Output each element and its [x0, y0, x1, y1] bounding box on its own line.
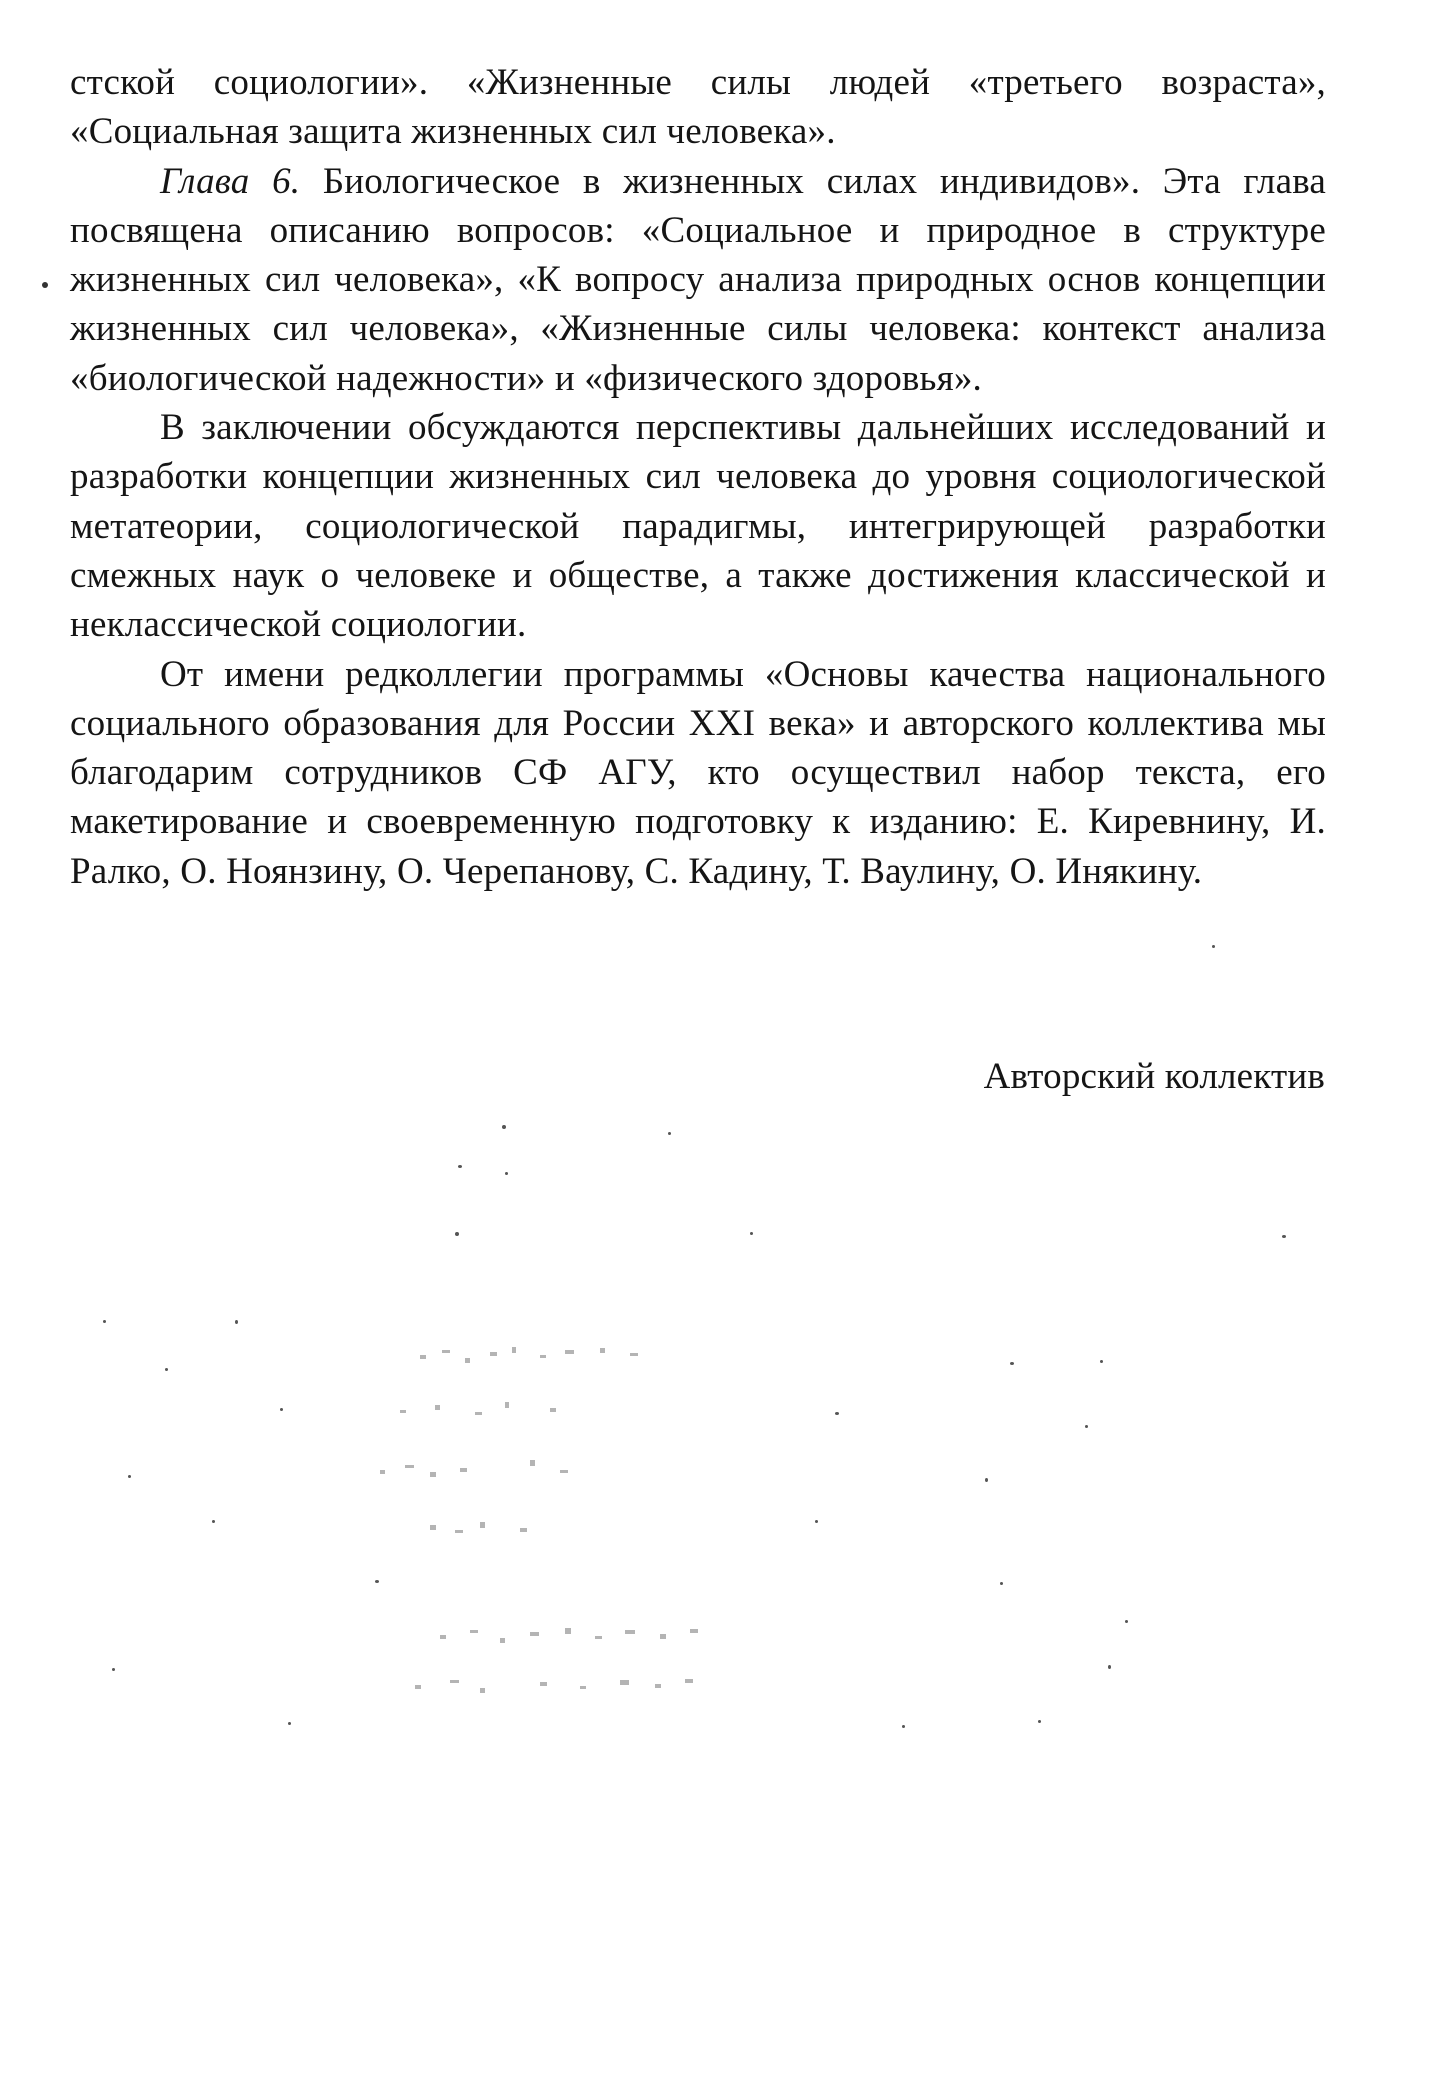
paragraph-chapter-6: [70, 157, 1326, 403]
scan-speck: [280, 1408, 283, 1411]
scan-speck: [1100, 1360, 1103, 1363]
paragraph-1-text: стской социологии». «Жизненные силы людей «третьего возраста», «Социальная защита жизненных сил человека».: [70, 62, 1326, 153]
scan-speck: [288, 1722, 291, 1725]
scan-speck: [1108, 1665, 1111, 1669]
scan-speck: [902, 1725, 905, 1728]
scan-speck: [835, 1412, 839, 1415]
paragraph-continuation: [70, 58, 1326, 157]
scan-speck: [985, 1478, 988, 1482]
scan-speck: [128, 1475, 131, 1478]
scan-speck: [815, 1520, 818, 1523]
scan-speck: [375, 1580, 379, 1583]
scan-speck: [1000, 1582, 1003, 1585]
scan-speck: [455, 1232, 459, 1236]
scan-speck: [112, 1668, 115, 1671]
margin-dot-mark: [42, 282, 48, 288]
scan-speck: [1282, 1235, 1286, 1238]
body-text: [70, 58, 1326, 896]
paragraph-conclusion: [70, 403, 1326, 649]
scan-speck: [1010, 1362, 1014, 1365]
scan-speck: [165, 1368, 168, 1371]
scan-speck: [505, 1172, 508, 1175]
paragraph-2-text: Биологическое в жизненных силах индивидов». Эта глава посвящена описанию вопросов: «Социальное и природное в структуре жизненных сил человека», «К вопросу анализа природных основ концепции жизненных сил человека», «Жизненные силы человека: контекст анализа «биологической надежности» и «физического здоровья».: [70, 160, 1326, 399]
chapter-label: Глава 6.: [160, 160, 301, 202]
scan-speck: [750, 1232, 753, 1235]
signature: Авторский коллектив: [983, 1056, 1325, 1097]
scan-speck: [103, 1320, 106, 1323]
scan-speck: [1212, 945, 1215, 948]
faded-stamp-image: [380, 1300, 900, 1740]
scan-speck: [212, 1520, 215, 1523]
scan-speck: [1125, 1620, 1128, 1623]
scan-speck: [235, 1320, 238, 1324]
paragraph-3-text: В заключении обсуждаются перспективы дальнейших исследований и разработки концепции жизненных сил человека до уровня социологической метатеории, социологической парадигмы, интегрирующей разработки смежных наук о человеке и обществе, а также достижения классической и неклассической социологии.: [70, 407, 1326, 646]
paragraph-4-text: От имени редколлегии программы «Основы качества национального социального образования для России XXI века» и авторского коллектива мы благодарим сотрудников СФ АГУ, кто осуществил набор текста, его макетирование и своевременную подготовку к изданию: Е. Киревнину, И. Ралко, О. Ноянзину, О. Черепанову, С. Кадину, Т. Ваулину, О. Инякину.: [70, 653, 1326, 892]
paragraph-acknowledgements: [70, 650, 1326, 896]
scan-speck: [668, 1132, 671, 1135]
scan-speck: [1085, 1425, 1088, 1428]
scan-speck: [1038, 1720, 1041, 1723]
scan-speck: [458, 1165, 462, 1168]
scan-speck: [502, 1125, 506, 1129]
